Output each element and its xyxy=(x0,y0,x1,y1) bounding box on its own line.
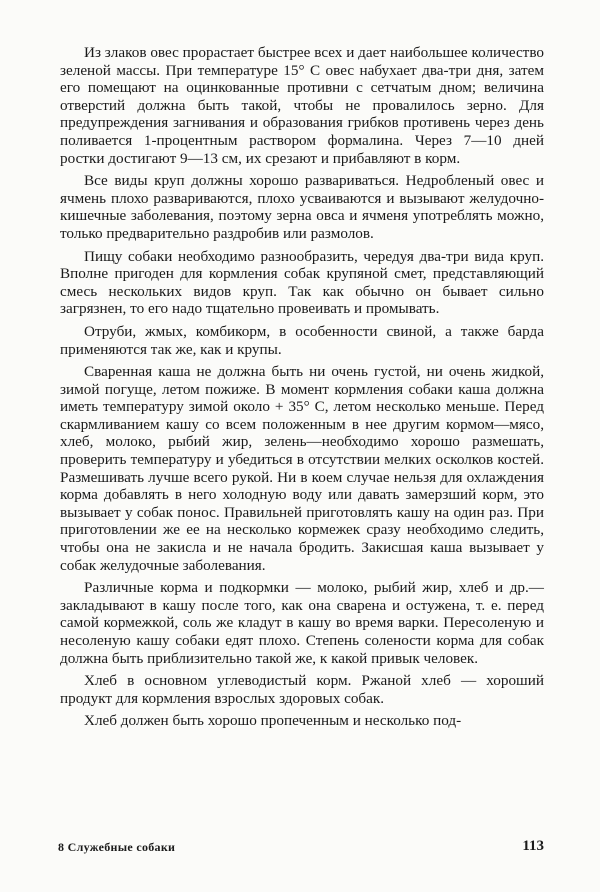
page-footer xyxy=(58,838,544,860)
paragraph-groats-cooking: Все виды круп должны хорошо развариваться. Недробленый овес и ячмень плохо развариваются, плохо усваиваются и вызывают желудочно-кишечные заболевания, поэтому зерна овса и ячменя употреблять можно, только предварительно раздробив или размолов. xyxy=(60,172,544,242)
paragraph-diet-variety: Пищу собаки необходимо разнообразить, чередуя два-три вида круп. Вполне пригоден для кормления собак крупяной смет, представляющий смесь нескольких видов круп. Так как обычно он бывает сильно загрязнен, то его надо тщательно провеивать и промывать. xyxy=(60,247,544,318)
paragraph-bread: Хлеб в основном углеводистый корм. Ржаной хлеб — хороший продукт для кормления взрослых здоровых собак. xyxy=(60,672,544,707)
paragraph-sprouting-oats: Из злаков овес прорастает быстрее всех и дает наибольшее количество зеленой массы. При температуре 15° С овес набухает два-три дня, затем его помещают на оцинкованные противни с сетчатым дном; величина отверстий должна быть такой, чтобы не провалилось зерно. Для предупреждения загнивания и образования грибков противень через день поливается 1-процентным раствором формалина. Через 7—10 дней ростки достигают 9—13 см, их срезают и прибавляют в корм. xyxy=(60,44,544,167)
paragraph-bran-feed: Отруби, жмых, комбикорм, в особенности свиной, а также барда применяются так же, как и крупы. xyxy=(60,322,544,358)
body-text xyxy=(60,44,544,735)
paragraph-bread-baking: Хлеб должен быть хорошо пропеченным и несколько под- xyxy=(84,712,462,730)
page-number: 113 xyxy=(522,838,544,854)
paragraph-supplements: Различные корма и подкормки — молоко, рыбий жир, хлеб и др.—закладывают в кашу после того, как она сварена и остужена, т. е. перед самой кормежкой, соль же кладут в кашу во время варки. Пересоленую и несоленую кашу собаки едят плохо. Степень солености корма для собак должна быть приблизительно такой же, к какой привык человек. xyxy=(60,579,544,667)
signature-mark: 8 Служебные собаки xyxy=(58,840,176,854)
paragraph-porridge: Сваренная каша не должна быть ни очень густой, ни очень жидкой, зимой погуще, летом пожиже. В момент кормления собаки каша должна иметь температуру зимой около + 35° С, летом несколько меньше. Перед скармливанием кашу со всем положенным в нее другим кормом—мясо, хлеб, молоко, рыбий жир, зелень—необходимо хорошо размешать, проверить температуру и убедиться в отсутствии мелких осколков костей. Размешивать лучше всего рукой. Ни в коем случае нельзя для охлаждения корма добавлять в него холодную воду или давать замерзший корм, это вызывает у собак понос. Правильней приготовлять кашу на один раз. При приготовлении же ее на несколько кормежек сразу необходимо следить, чтобы она не закисла и не начала бродить. Закисшая каша вызывает у собак желудочные заболевания. xyxy=(60,363,544,574)
